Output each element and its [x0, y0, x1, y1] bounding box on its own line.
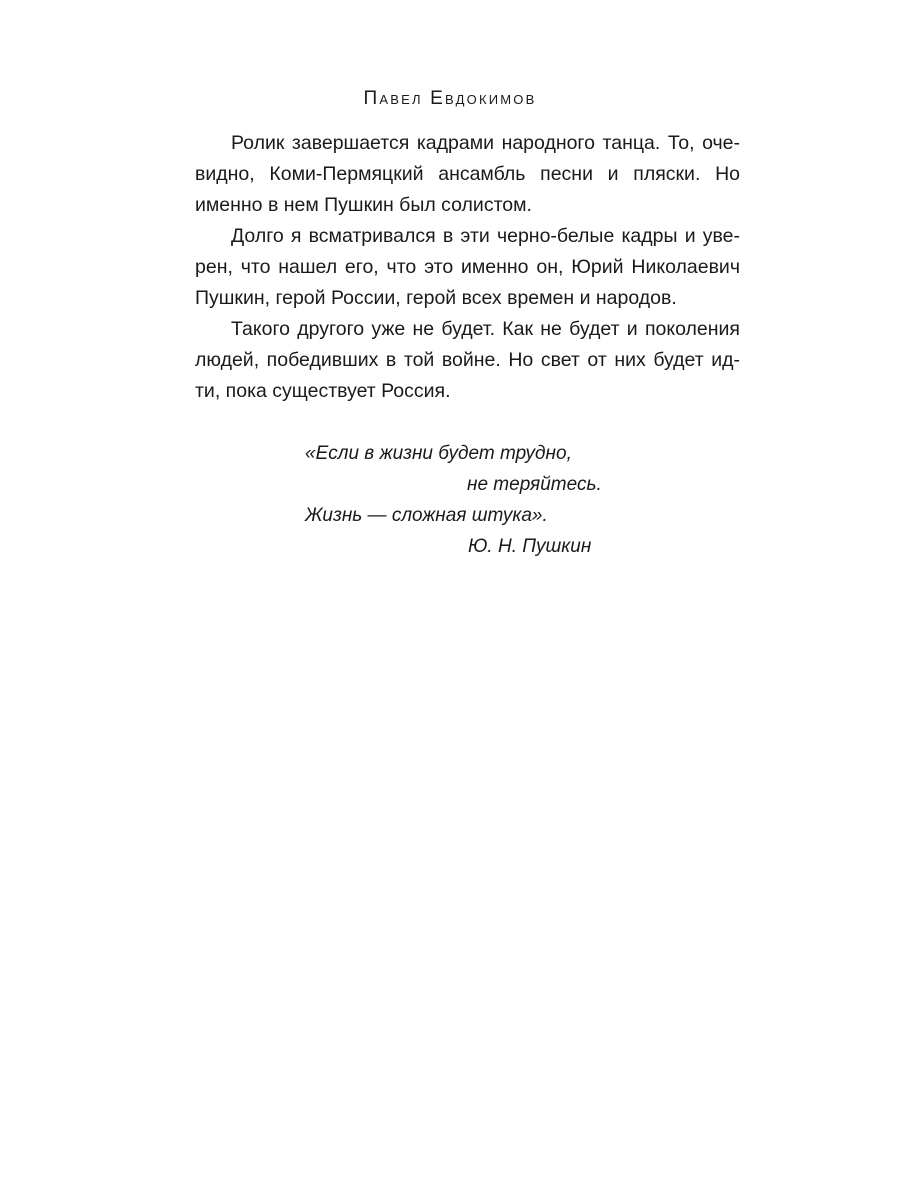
epigraph-line: Жизнь — сложная штука». — [305, 505, 548, 526]
paragraph-line: Долго я всматривался в эти черно-белые кадры и уве- — [231, 225, 740, 247]
paragraph-line: Пушкин, герой России, герой всех времен и народов. — [195, 287, 677, 309]
epigraph-line: «Если в жизни будет трудно, — [305, 443, 572, 464]
paragraph-1 — [195, 128, 740, 221]
paragraph-line: Ролик завершается кадрами народного танца. То, оче- — [231, 132, 740, 154]
epigraph-attribution: Ю. Н. Пушкин — [468, 536, 592, 557]
paragraph-line: рен, что нашел его, что это именно он, Юрий Николаевич — [195, 256, 740, 278]
paragraph-2 — [195, 221, 740, 314]
paragraph-line: ти, пока существует Россия. — [195, 380, 451, 402]
paragraph-line: видно, Коми-Пермяцкий ансамбль песни и пляски. Но — [195, 163, 740, 185]
paragraph-line: именно в нем Пушкин был солистом. — [195, 194, 532, 216]
body-text — [195, 128, 740, 407]
paragraph-3 — [195, 314, 740, 407]
epigraph-line: не теряйтесь. — [467, 474, 602, 495]
running-head-author: Павел Евдокимов — [363, 88, 537, 109]
paragraph-line: Такого другого уже не будет. Как не будет и поколения — [231, 318, 740, 340]
paragraph-line: людей, победивших в той войне. Но свет от них будет ид- — [195, 349, 740, 371]
